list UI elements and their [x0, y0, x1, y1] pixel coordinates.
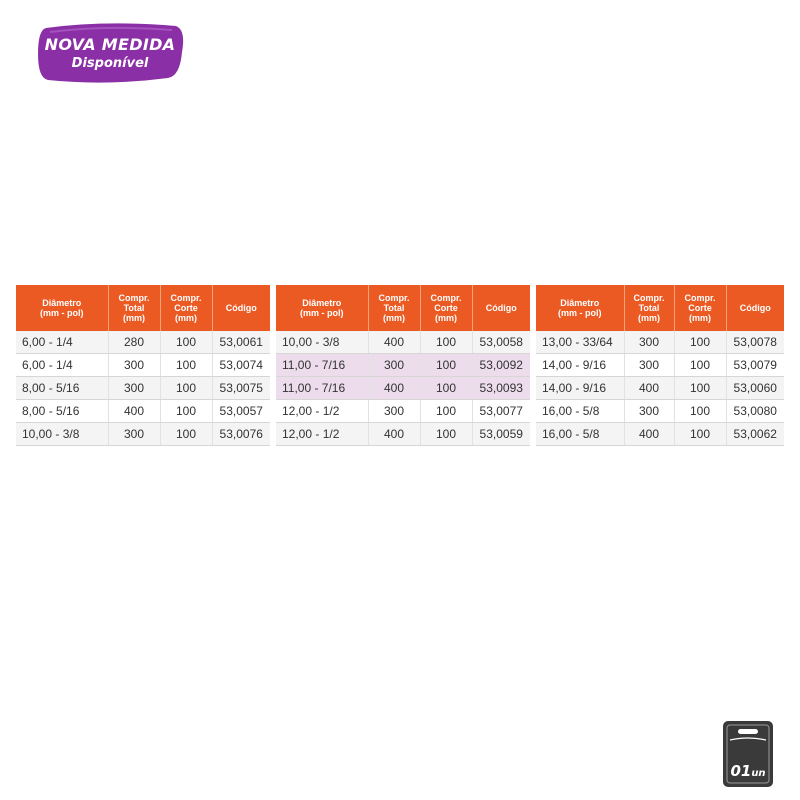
unit-number: 01	[730, 762, 752, 780]
unit-label	[722, 762, 774, 780]
cell-corte: 100	[420, 331, 472, 354]
cell-corte: 100	[420, 354, 472, 377]
cell-codigo: 53,0061	[212, 331, 270, 354]
cell-total: 400	[108, 400, 160, 423]
cell-total: 300	[108, 423, 160, 446]
cell-total: 400	[368, 331, 420, 354]
cell-codigo: 53,0093	[472, 377, 530, 400]
cell-diametro: 12,00 - 1/2	[276, 423, 368, 446]
cell-codigo: 53,0060	[726, 377, 784, 400]
header-codigo	[472, 285, 530, 331]
cell-diametro: 14,00 - 9/16	[536, 377, 624, 400]
cell-corte: 100	[674, 423, 726, 446]
header-compr-total	[624, 285, 674, 331]
spec-table-1	[16, 285, 270, 446]
header-corte-text: Compr. Corte (mm)	[684, 293, 716, 323]
header-diametro-text: Diâmetro (mm - pol)	[40, 298, 84, 318]
cell-diametro: 16,00 - 5/8	[536, 400, 624, 423]
cell-total: 400	[624, 423, 674, 446]
badge-subtitle: Disponível	[71, 56, 149, 71]
header-compr-total	[108, 285, 160, 331]
table-header-row	[276, 285, 530, 331]
cell-diametro: 8,00 - 5/16	[16, 400, 108, 423]
cell-codigo: 53,0080	[726, 400, 784, 423]
cell-corte: 100	[160, 400, 212, 423]
cell-corte: 100	[160, 423, 212, 446]
header-compr-corte	[420, 285, 472, 331]
cell-total: 400	[368, 423, 420, 446]
table-row	[276, 400, 530, 423]
cell-total: 300	[108, 377, 160, 400]
cell-diametro: 12,00 - 1/2	[276, 400, 368, 423]
unit-package-badge	[722, 720, 774, 788]
header-codigo	[212, 285, 270, 331]
header-total-text: Compr. Total (mm)	[378, 293, 410, 323]
cell-corte: 100	[674, 354, 726, 377]
table-header-row	[16, 285, 270, 331]
cell-codigo: 53,0062	[726, 423, 784, 446]
table-row	[276, 423, 530, 446]
table-row	[16, 354, 270, 377]
cell-total: 300	[368, 400, 420, 423]
table-row	[536, 400, 784, 423]
cell-diametro: 10,00 - 3/8	[276, 331, 368, 354]
cell-diametro: 16,00 - 5/8	[536, 423, 624, 446]
header-diametro-text: Diâmetro (mm - pol)	[558, 298, 602, 318]
header-codigo-text: Código	[739, 303, 771, 313]
spec-table-3	[536, 285, 784, 446]
cell-diametro: 14,00 - 9/16	[536, 354, 624, 377]
table-header-row	[536, 285, 784, 331]
cell-codigo: 53,0059	[472, 423, 530, 446]
table-row	[16, 331, 270, 354]
cell-diametro: 13,00 - 33/64	[536, 331, 624, 354]
cell-codigo: 53,0058	[472, 331, 530, 354]
table-row	[536, 354, 784, 377]
cell-total: 400	[624, 377, 674, 400]
unit-suffix: un	[751, 768, 766, 779]
table-row	[16, 423, 270, 446]
cell-corte: 100	[160, 377, 212, 400]
cell-codigo: 53,0079	[726, 354, 784, 377]
spec-table-2	[276, 285, 530, 446]
cell-corte: 100	[160, 331, 212, 354]
header-corte-text: Compr. Corte (mm)	[430, 293, 462, 323]
cell-corte: 100	[420, 423, 472, 446]
header-codigo-text: Código	[225, 303, 257, 313]
cell-diametro: 11,00 - 7/16	[276, 377, 368, 400]
header-codigo-text: Código	[485, 303, 517, 313]
cell-codigo: 53,0078	[726, 331, 784, 354]
cell-total: 280	[108, 331, 160, 354]
header-compr-total	[368, 285, 420, 331]
cell-codigo: 53,0057	[212, 400, 270, 423]
cell-total: 400	[368, 377, 420, 400]
cell-diametro: 6,00 - 1/4	[16, 354, 108, 377]
table-row	[276, 331, 530, 354]
cell-codigo: 53,0075	[212, 377, 270, 400]
header-total-text: Compr. Total (mm)	[633, 293, 665, 323]
cell-total: 300	[108, 354, 160, 377]
cell-total: 300	[624, 400, 674, 423]
cell-total: 300	[624, 331, 674, 354]
cell-corte: 100	[674, 377, 726, 400]
table-row	[536, 377, 784, 400]
cell-codigo: 53,0074	[212, 354, 270, 377]
table-row-highlighted	[276, 354, 530, 377]
cell-corte: 100	[420, 377, 472, 400]
table-row	[536, 331, 784, 354]
table-row	[16, 400, 270, 423]
header-compr-corte	[674, 285, 726, 331]
header-corte-text: Compr. Corte (mm)	[170, 293, 202, 323]
header-total-text: Compr. Total (mm)	[118, 293, 150, 323]
cell-corte: 100	[674, 400, 726, 423]
header-diametro	[536, 285, 624, 331]
cell-diametro: 10,00 - 3/8	[16, 423, 108, 446]
cell-total: 300	[624, 354, 674, 377]
cell-corte: 100	[674, 331, 726, 354]
header-diametro	[276, 285, 368, 331]
cell-diametro: 6,00 - 1/4	[16, 331, 108, 354]
table-row	[16, 377, 270, 400]
cell-corte: 100	[160, 354, 212, 377]
cell-codigo: 53,0092	[472, 354, 530, 377]
table-row-highlighted	[276, 377, 530, 400]
badge-title: NOVA MEDIDA	[44, 35, 176, 54]
header-diametro	[16, 285, 108, 331]
cell-codigo: 53,0077	[472, 400, 530, 423]
cell-diametro: 8,00 - 5/16	[16, 377, 108, 400]
table-row	[536, 423, 784, 446]
cell-codigo: 53,0076	[212, 423, 270, 446]
header-codigo	[726, 285, 784, 331]
cell-diametro: 11,00 - 7/16	[276, 354, 368, 377]
nova-medida-badge	[36, 22, 184, 84]
header-diametro-text: Diâmetro (mm - pol)	[300, 298, 344, 318]
header-compr-corte	[160, 285, 212, 331]
cell-corte: 100	[420, 400, 472, 423]
cell-total: 300	[368, 354, 420, 377]
